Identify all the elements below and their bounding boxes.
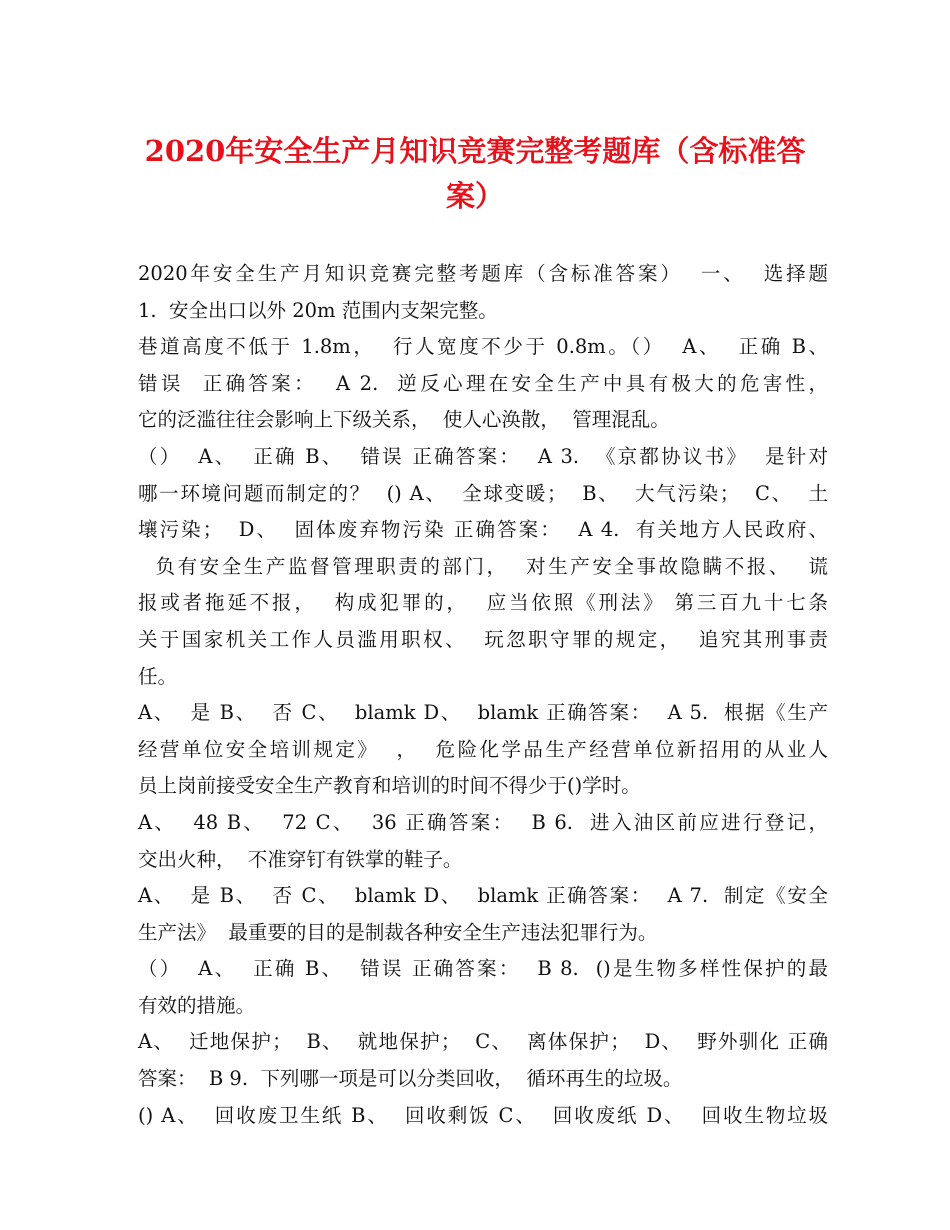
body-line: () A、 回收废卫生纸 B、 回收剩饭 C、 回收废纸 D、 回收生物垃圾	[138, 1103, 828, 1127]
body-line: 报或者拖延不报， 构成犯罪的， 应当依照《刑法》 第三百九十七条	[138, 591, 828, 615]
body-line: 巷道高度不低于 1.8m， 行人宽度不少于 0.8m。（） A、 正确 B、	[138, 335, 828, 359]
body-line: 壤污染； D、 固体废弃物污染 正确答案： A 4. 有关地方人民政府、	[138, 518, 828, 542]
body-line: （） A、 正确 B、 错误 正确答案： A 3. 《京都协议书》 是针对	[138, 444, 828, 468]
body-line: 负有安全生产监督管理职责的部门， 对生产安全事故隐瞒不报、 谎	[138, 554, 828, 578]
body-line: 交出火种， 不准穿钉有铁掌的鞋子。	[138, 847, 463, 871]
body-line: 答案： B 9. 下列哪一项是可以分类回收， 循环再生的垃圾。	[138, 1067, 683, 1091]
body-line: 员上岗前接受安全生产教育和培训的时间不得少于()学时。	[138, 774, 641, 798]
body-line: A、 迁地保护； B、 就地保护； C、 离体保护； D、 野外驯化 正确	[138, 1030, 828, 1054]
body-line: A、 是 B、 否 C、 blamk D、 blamk 正确答案： A 5. 根据《生产	[138, 701, 828, 725]
body-line: 它的泛滥往往会影响上下级关系， 使人心涣散， 管理混乱。	[138, 408, 670, 432]
document-title-line-1: 2020年安全生产月知识竞赛完整考题库（含标准答	[144, 134, 806, 168]
body-line: A、 是 B、 否 C、 blamk D、 blamk 正确答案： A 7. 制定《安全	[138, 884, 828, 908]
body-line: 2020年安全生产月知识竞赛完整考题库（含标准答案） 一、 选择题	[138, 262, 828, 285]
document-title-line-2: 案）	[445, 179, 504, 213]
body-line: 生产法》 最重要的目的是制裁各种安全生产违法犯罪行为。	[138, 920, 658, 944]
body-line: 关于国家机关工作人员滥用职权、 玩忽职守罪的规定， 追究其刑事责	[138, 627, 828, 651]
body-line: 任。	[138, 664, 178, 688]
body-line: （） A、 正确 B、 错误 正确答案： B 8. ()是生物多样性保护的最	[138, 957, 828, 981]
body-line: 错误 正确答案： A 2. 逆反心理在安全生产中具有极大的危害性，	[138, 371, 828, 395]
body-line: 1. 安全出口以外 20m 范围内支架完整。	[138, 298, 498, 322]
body-line: A、 48 B、 72 C、 36 正确答案： B 6. 进入油区前应进行登记，	[138, 810, 828, 834]
body-line: 经营单位安全培训规定》 ， 危险化学品生产经营单位新招用的从业人	[138, 737, 828, 761]
body-line: 有效的措施。	[138, 993, 256, 1017]
document-body	[138, 256, 828, 1134]
body-line: 哪一环境问题而制定的？ () A、 全球变暖； B、 大气污染； C、 土	[138, 481, 828, 505]
